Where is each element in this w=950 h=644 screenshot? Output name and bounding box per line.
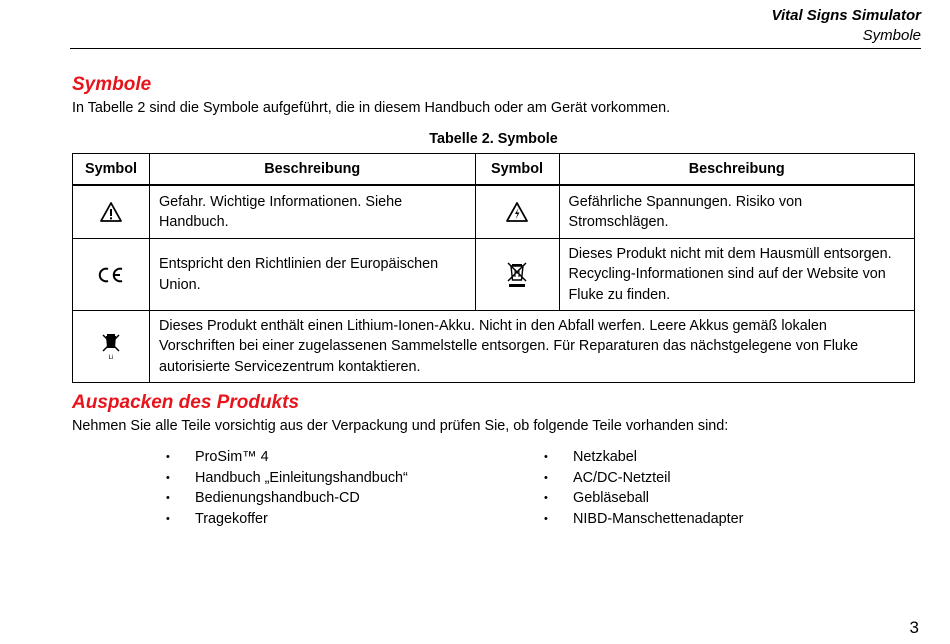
description-cell: Entspricht den Richtlinien der Europäischen Union. xyxy=(149,239,475,311)
table-header-row xyxy=(73,154,915,186)
bullet: • xyxy=(544,451,548,463)
list-item-text: ProSim™ 4 xyxy=(195,449,269,465)
list-item-text: Handbuch „Einleitungshandbuch“ xyxy=(195,469,408,486)
symbol-cell xyxy=(73,239,150,311)
contents-list-right xyxy=(543,447,743,529)
weee-crossed-bin-icon xyxy=(506,261,528,289)
bullet: • xyxy=(544,512,548,525)
list-item xyxy=(543,468,743,489)
description-cell: Dieses Produkt nicht mit dem Hausmüll entsorgen. Recycling-Informationen sind auf der Website von Fluke zu finden. xyxy=(559,239,915,311)
bullet: • xyxy=(544,492,548,505)
list-item xyxy=(165,509,408,530)
column-header: Symbol xyxy=(475,154,559,186)
description-cell: Dieses Produkt enthält einen Lithium-Ionen-Akku. Nicht in den Abfall werfen. Leere Akkus gemäß lokalen Vorschriften bei einer zugelassenen Sammelstelle entsorgen. Für Reparaturen das nächstgelegene von Fluke autorisierte Servicezentrum kontaktieren. xyxy=(149,311,914,383)
list-item-text: AC/DC-Netzteil xyxy=(573,469,671,486)
battery-recycling-li-icon xyxy=(100,332,122,362)
unpack-intro: Nehmen Sie alle Teile vorsichtig aus der Verpackung und prüfen Sie, ob folgende Teile vorhanden sind: xyxy=(72,418,729,434)
list-item-text: Gebläseball xyxy=(573,490,650,507)
description-cell: Gefährliche Spannungen. Risiko von Stromschlägen. xyxy=(559,185,915,239)
column-header: Beschreibung xyxy=(149,154,475,186)
list-item xyxy=(165,447,408,468)
list-item xyxy=(165,488,408,509)
list-item-text: Tragekoffer xyxy=(195,510,268,527)
list-item xyxy=(165,468,408,489)
ce-mark-icon xyxy=(97,266,125,284)
symbol-cell xyxy=(475,185,559,239)
column-header: Symbol xyxy=(73,154,150,186)
bullet: • xyxy=(166,451,170,463)
bullet: • xyxy=(166,512,170,525)
symbols-table xyxy=(72,153,915,383)
bullet: • xyxy=(166,471,170,484)
table-caption: Tabelle 2. Symbole xyxy=(429,131,558,147)
li-label: Li xyxy=(108,354,114,361)
high-voltage-icon xyxy=(505,201,529,223)
list-item-text: NIBD-Manschettenadapter xyxy=(573,510,744,527)
symbol-cell xyxy=(73,311,150,383)
list-item xyxy=(543,447,743,468)
bullet: • xyxy=(166,492,170,505)
symbols-intro: In Tabelle 2 sind die Symbole aufgeführt, die in diesem Handbuch oder am Gerät vorkommen. xyxy=(72,100,671,116)
list-item-text: Bedienungshandbuch-CD xyxy=(195,490,360,507)
list-item xyxy=(543,488,743,509)
header-subtitle: Symbole xyxy=(862,27,921,44)
table-row xyxy=(73,311,915,383)
section-heading-unpack: Auspacken des Produkts xyxy=(72,392,300,413)
description-cell: Gefahr. Wichtige Informationen. Siehe Handbuch. xyxy=(149,185,475,239)
page-number: 3 xyxy=(909,618,919,637)
section-heading-symbols: Symbole xyxy=(72,74,152,95)
symbol-cell xyxy=(73,185,150,239)
bullet: • xyxy=(544,471,548,484)
table-row xyxy=(73,239,915,311)
header-title: Vital Signs Simulator xyxy=(771,7,921,24)
list-item-text: Netzkabel xyxy=(573,449,637,465)
table-row xyxy=(73,185,915,239)
list-item xyxy=(543,509,743,530)
symbol-cell xyxy=(475,239,559,311)
contents-list-left xyxy=(165,447,408,529)
column-header: Beschreibung xyxy=(559,154,915,186)
warning-triangle-icon xyxy=(99,201,123,223)
header-rule xyxy=(70,48,921,49)
